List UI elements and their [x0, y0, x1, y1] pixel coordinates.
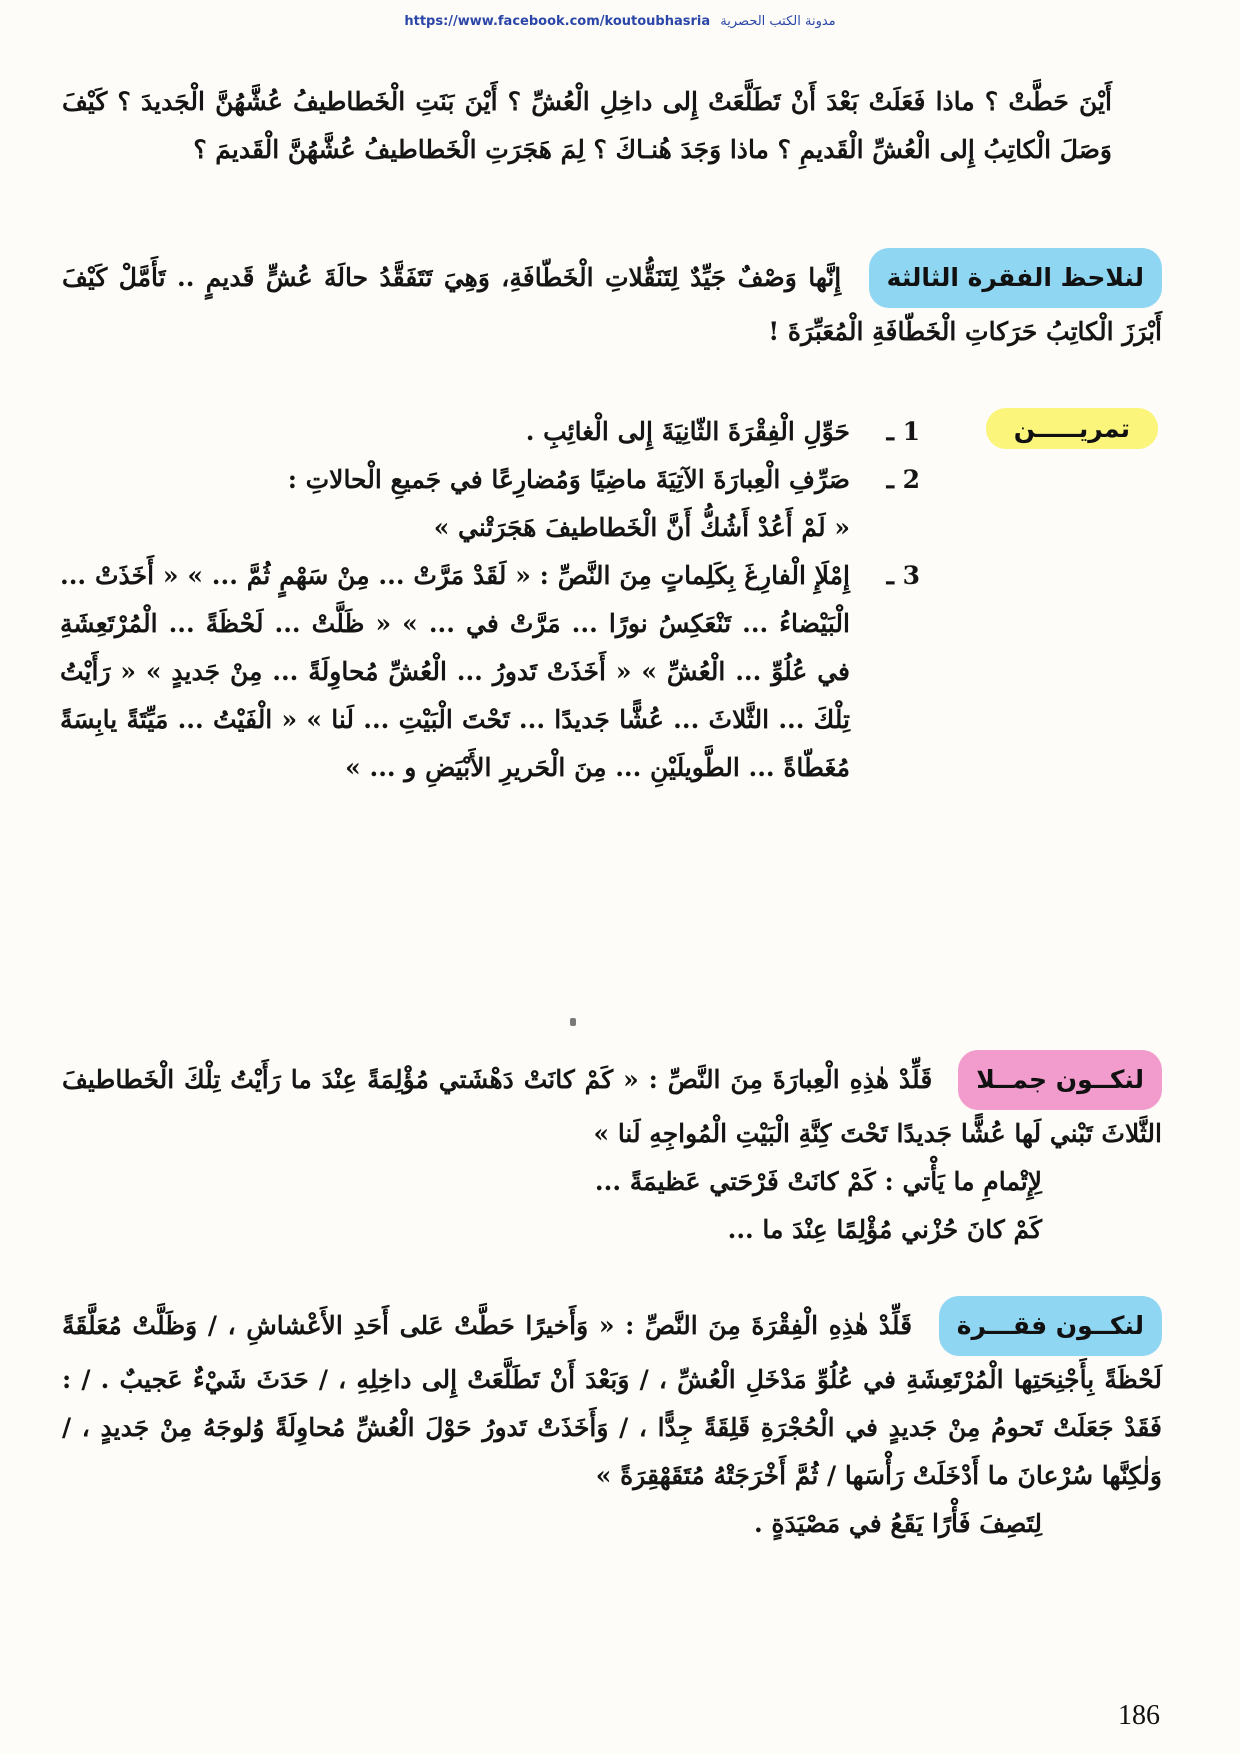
sentences-text-wrapper: [62, 1050, 1162, 1158]
exercise-list: [60, 408, 920, 792]
third-paragraph-text-wrapper: [62, 248, 1162, 356]
exercise-item-1-number: 1 ـ: [886, 417, 920, 446]
third-paragraph-text: إِنَّها وَصْفٌ جَيِّدٌ لِتَنَقُّلاتِ الْخَطّافَةِ، وَهِيَ تَتَفَقَّدُ حالَةَ عُشٍّ قَديمٍ .. تَأَمَّلْ كَيْفَ أَبْرَزَ الْكاتِبُ حَرَكاتِ الْخَطّافَةِ الْمُعَبِّرَةَ !: [62, 263, 1162, 346]
exercise-item-3-number: 3 ـ: [886, 561, 920, 590]
paragraph-label: لنكــون فقـــرة: [939, 1296, 1162, 1356]
third-paragraph-section: [62, 248, 1162, 356]
sentences-section: [62, 1050, 1162, 1254]
page-speck: [570, 1018, 576, 1026]
exercise-item-1-text: حَوِّلِ الْفِقْرَةَ الثّانِيَةَ إِلى الْغائِبِ .: [525, 417, 850, 446]
exercise-item-2-text: صَرِّفِ الْعِبارَةَ الآتِيَةَ ماضِيًا وَمُضارِعًا في جَميعِ الْحالاتِ :: [287, 465, 850, 494]
header-blog-name: مدونة الكتب الحصرية: [720, 14, 836, 29]
exercise-item-1: [60, 408, 920, 456]
sentences-line-2: كَمْ كانَ حُزْني مُؤْلِمًا عِنْدَ ما ...: [727, 1215, 1042, 1244]
exercise-item-2: [60, 456, 920, 504]
exercise-label-wrapper: [928, 408, 1158, 449]
page-header: [0, 14, 1240, 29]
exercise-item-3: [60, 552, 920, 792]
exercise-item-2-sentence: « لَمْ أَعُدْ أَشُكُّ أَنَّ الْخَطاطيفَ هَجَرَتْني »: [433, 513, 850, 542]
paragraph-last-line: لِتَصِفَ فَأْرًا يَقَعُ في مَصْيَدَةٍ .: [753, 1509, 1042, 1538]
exercise-label: تمريـــــن: [986, 408, 1158, 449]
sentences-text: قَلِّدْ هٰذِهِ الْعِبارَةَ مِنَ النَّصِّ : « كَمْ كانَتْ دَهْشَتي مُؤْلِمَةً عِنْدَ ما رَأَيْتُ تِلْكَ الْخَطاطيفَ الثَّلاثَ تَبْني لَها عُشًّا جَديدًا تَحْتَ كِنَّةِ الْبَيْتِ الْمُواجِهِ لَنا »: [62, 1065, 1162, 1148]
paragraph-text: قَلِّدْ هٰذِهِ الْفِقْرَةَ مِنَ النَّصِّ : « وَأَخيرًا حَطَّتْ عَلى أَحَدِ الأَعْشاشِ ، / وَظَلَّتْ مُعَلَّقَةً لَحْظَةً بِأَجْنِحَتِها الْمُرْتَعِشَةِ في عُلُوِّ مَدْخَلِ الْعُشِّ ، / وَبَعْدَ أَنْ تَطَلَّعَتْ إِلى داخِلِهِ ، / حَدَثَ شَيْءٌ عَجيبٌ . / : فَقَدْ جَعَلَتْ تَحومُ مِنْ جَديدٍ في الْحُجْرَةِ قَلِقَةً جِدًّا ، / وَأَخَذَتْ تَدورُ حَوْلَ الْعُشِّ مُحاوِلَةً وُلوجَهُ مِنْ جَديدٍ ، / وَلٰكِنَّها سُرْعانَ ما أَدْخَلَتْ رَأْسَها / ثُمَّ أَخْرَجَتْهُ مُتَقَهْقِرَةً »: [62, 1311, 1162, 1490]
sentences-label: لنكــون جمــلا: [958, 1050, 1162, 1110]
sentences-line-1: لِإِتْمامِ ما يَأْتي : كَمْ كانَتْ فَرْحَتي عَظيمَةً ...: [594, 1167, 1042, 1196]
paragraph-text-wrapper: [62, 1296, 1162, 1500]
page-number: 186: [1118, 1700, 1160, 1731]
third-paragraph-label: لنلاحظ الفقرة الثالثة: [869, 248, 1162, 308]
exercise-item-3-text: إِمْلَإِ الْفارِغَ بِكَلِماتٍ مِنَ النَّصِّ : « لَقَدْ مَرَّتْ ... مِنْ سَهْمٍ ثُمَّ ... » « أَخَذَتْ ... الْبَيْضاءُ ... تَنْعَكِسُ نورًا ... مَرَّتْ في ... » « ظَلَّتْ ... لَحْظَةً ... الْمُرْتَعِشَةِ في عُلُوِّ ... الْعُشِّ » « أَخَذَتْ تَدورُ ... الْعُشِّ مُحاوِلَةً ... مِنْ جَديدٍ » « رَأَيْتُ تِلْكَ ... الثَّلاثَ ... عُشًّا جَديدًا ... تَحْتَ الْبَيْتِ ... لَنا » « الْفَيْتُ ... مَيِّتَةً يابِسَةً مُغَطّاةً ... الطَّويلَيْنِ ... مِنَ الْحَريرِ الأَبْيَضِ و ... »: [60, 561, 850, 782]
header-url[interactable]: https://www.facebook.com/koutoubhasria: [404, 14, 711, 29]
exercise-item-2-number: 2 ـ: [886, 465, 920, 494]
intro-questions: أَيْنَ حَطَّتْ ؟ ماذا فَعَلَتْ بَعْدَ أَنْ تَطَلَّعَتْ إِلى داخِلِ الْعُشِّ ؟ أَيْنَ بَنَتِ الْخَطاطيفُ عُشَّهُنَّ الْجَديدَ ؟ كَيْفَ وَصَلَ الْكاتِبُ إِلى الْعُشِّ الْقَديمِ ؟ ماذا وَجَدَ هُنـاكَ ؟ لِمَ هَجَرَتِ الْخَطاطيفُ عُشَّهُنَّ الْقَديمَ ؟: [62, 87, 1112, 164]
paragraph-section: [62, 1296, 1162, 1548]
